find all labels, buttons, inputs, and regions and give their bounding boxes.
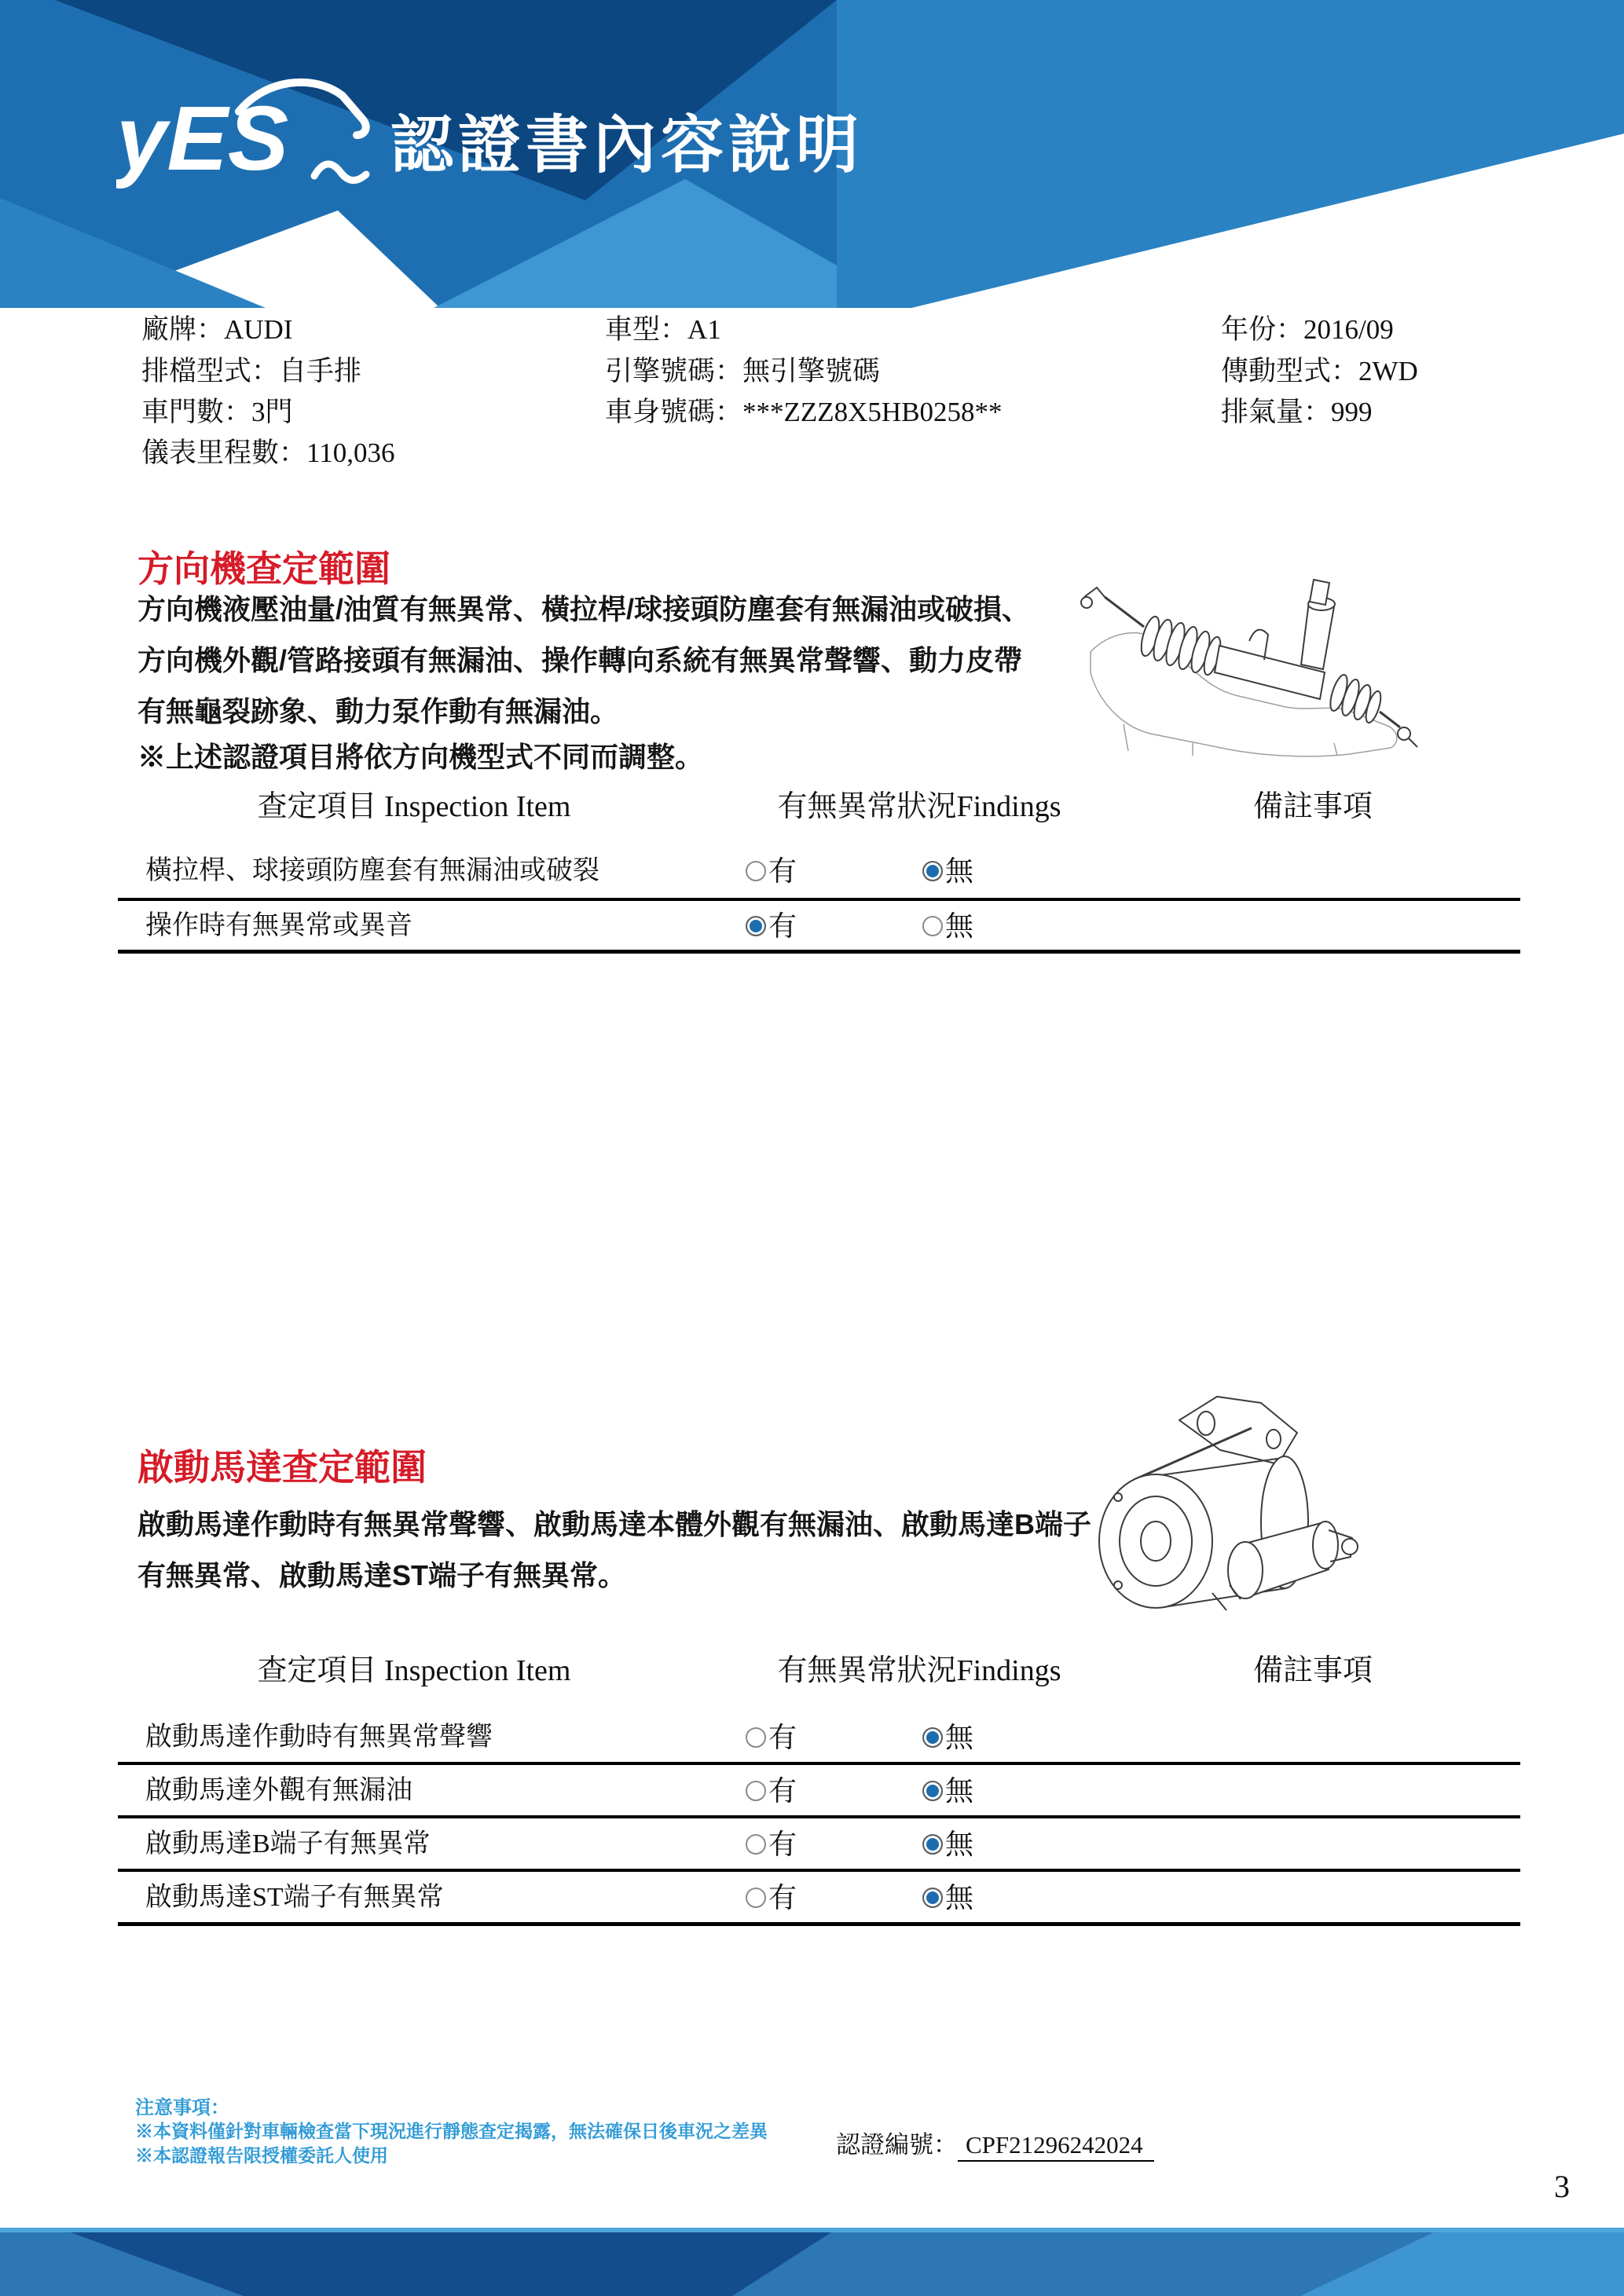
vehicle-mileage: 儀表里程數：110,036: [141, 438, 395, 468]
finding-option-yes[interactable]: [746, 1723, 797, 1752]
radio-no-label: 無: [945, 1829, 974, 1860]
notice-line: ※本資料僅針對車輛檢查當下現況進行靜態查定揭露，無法確保日後車況之差異: [135, 2121, 768, 2141]
radio-no-label: 無: [945, 910, 974, 942]
radio-yes-label: 有: [768, 1882, 797, 1913]
radio-yes-label: 有: [768, 1722, 797, 1753]
table-row: [118, 1879, 1520, 1917]
radio-no-label: 無: [945, 1775, 974, 1807]
radio-yes-icon[interactable]: [746, 861, 766, 881]
col-header-finding: 有無異常狀況Findings: [777, 1654, 1061, 1687]
vehicle-displacement: 排氣量：999: [1221, 397, 1373, 427]
section-description-line: ※上述認證項目將依方向機型式不同而調整。: [137, 741, 704, 773]
page-number: 3: [1554, 2169, 1570, 2204]
vehicle-engine-no: 引擎號碼：無引擎號碼: [605, 356, 881, 386]
radio-yes-label: 有: [768, 855, 797, 887]
radio-no-label: 無: [945, 855, 974, 887]
radio-no-label: 無: [945, 1722, 974, 1753]
vehicle-vin: 車身號碼：***ZZZ8X5HB0258**: [605, 397, 1003, 427]
radio-yes-icon[interactable]: [746, 1888, 766, 1908]
radio-no-icon[interactable]: [922, 1834, 943, 1855]
col-header-item: 查定項目 Inspection Item: [257, 1654, 571, 1687]
notice-line: ※本認證報告限授權委託人使用: [135, 2145, 388, 2166]
table-divider: [118, 898, 1520, 901]
table-divider: [118, 1922, 1520, 1926]
vehicle-gearbox: 排檔型式：自手排: [141, 356, 362, 386]
table-row: [118, 1772, 1520, 1810]
finding-option-yes[interactable]: [746, 1830, 797, 1858]
inspection-item-label: 啟動馬達B端子有無異常: [145, 1829, 431, 1858]
page-title: 認證書內容說明: [390, 110, 863, 180]
radio-no-icon[interactable]: [922, 1781, 943, 1801]
certificate-number-label: 認證編號：: [836, 2131, 958, 2159]
certificate-number-value: CPF21296242024: [958, 2131, 1154, 2162]
radio-no-label: 無: [945, 1882, 974, 1913]
radio-yes-icon[interactable]: [746, 916, 766, 936]
col-header-finding: 有無異常狀況Findings: [777, 790, 1061, 823]
radio-no-icon[interactable]: [922, 861, 943, 881]
inspection-item-label: 操作時有無異常或異音: [145, 911, 412, 940]
finding-option-no[interactable]: [922, 1723, 973, 1752]
section-title-steering: 方向機查定範圍: [137, 548, 390, 589]
col-header-item: 查定項目 Inspection Item: [257, 790, 571, 823]
section-description-line: 方向機外觀/管路接頭有無漏油、操作轉向系統有無異常聲響、動力皮帶: [137, 644, 1023, 676]
footer-shape-strip: [0, 2228, 1624, 2232]
col-header-remark: 備註事項: [1252, 1654, 1373, 1687]
table-row: [118, 907, 1520, 945]
vehicle-brand: 廠牌：AUDI: [141, 314, 293, 345]
finding-option-no[interactable]: [922, 857, 973, 885]
section-description-line: 有無異常、啟動馬達ST端子有無異常。: [137, 1559, 627, 1591]
finding-option-no[interactable]: [922, 1830, 973, 1858]
section-title-starter: 啟動馬達查定範圍: [137, 1447, 427, 1488]
car-wave-icon: [314, 164, 366, 181]
vehicle-drivetrain: 傳動型式：2WD: [1221, 356, 1418, 386]
starter-motor-illustration: [1088, 1387, 1359, 1624]
steering-rack-illustration: [1075, 558, 1421, 760]
table-row: [118, 1825, 1520, 1863]
footer-banner-graphic: [0, 2228, 1624, 2296]
vehicle-model: 車型：A1: [605, 314, 721, 345]
inspection-item-label: 啟動馬達ST端子有無異常: [145, 1883, 444, 1912]
inspection-item-label: 橫拉桿、球接頭防塵套有無漏油或破裂: [145, 856, 599, 885]
section-description-line: 方向機液壓油量/油質有無異常、橫拉桿/球接頭防塵套有無漏油或破損、: [137, 593, 1031, 625]
radio-no-icon[interactable]: [922, 916, 943, 936]
radio-yes-icon[interactable]: [746, 1727, 766, 1748]
table-row: [118, 1719, 1520, 1756]
inspection-item-label: 啟動馬達外觀有無漏油: [145, 1776, 412, 1805]
finding-option-yes[interactable]: [746, 1777, 797, 1805]
table-header-row: [0, 1646, 1624, 1685]
finding-option-no[interactable]: [922, 912, 973, 940]
radio-yes-icon[interactable]: [746, 1781, 766, 1801]
table-header-row: [0, 782, 1624, 821]
table-divider: [118, 1815, 1520, 1818]
table-divider: [118, 1869, 1520, 1872]
radio-yes-icon[interactable]: [746, 1834, 766, 1855]
inspection-item-label: 啟動馬達作動時有無異常聲響: [145, 1723, 493, 1752]
vehicle-doors: 車門數：3門: [141, 397, 293, 427]
radio-yes-label: 有: [768, 1775, 797, 1807]
yes-logo-text: yES: [116, 87, 289, 189]
radio-no-icon[interactable]: [922, 1888, 943, 1908]
vehicle-year: 年份：2016/09: [1221, 314, 1394, 345]
finding-option-no[interactable]: [922, 1884, 973, 1912]
yes-logo: [116, 69, 383, 195]
finding-option-yes[interactable]: [746, 1884, 797, 1912]
finding-option-no[interactable]: [922, 1777, 973, 1805]
notice-title: 注意事項：: [135, 2097, 229, 2118]
table-row: [118, 852, 1520, 890]
radio-yes-label: 有: [768, 910, 797, 942]
table-divider: [118, 1762, 1520, 1765]
finding-option-yes[interactable]: [746, 912, 797, 940]
table-divider: [118, 950, 1520, 954]
section-description-line: 啟動馬達作動時有無異常聲響、啟動馬達本體外觀有無漏油、啟動馬達B端子: [137, 1508, 1091, 1540]
col-header-remark: 備註事項: [1252, 790, 1373, 823]
radio-yes-label: 有: [768, 1829, 797, 1860]
section-description-line: 有無龜裂跡象、動力泵作動有無漏油。: [137, 695, 619, 727]
finding-option-yes[interactable]: [746, 857, 797, 885]
certificate-number: [836, 2125, 1154, 2160]
radio-no-icon[interactable]: [922, 1727, 943, 1748]
